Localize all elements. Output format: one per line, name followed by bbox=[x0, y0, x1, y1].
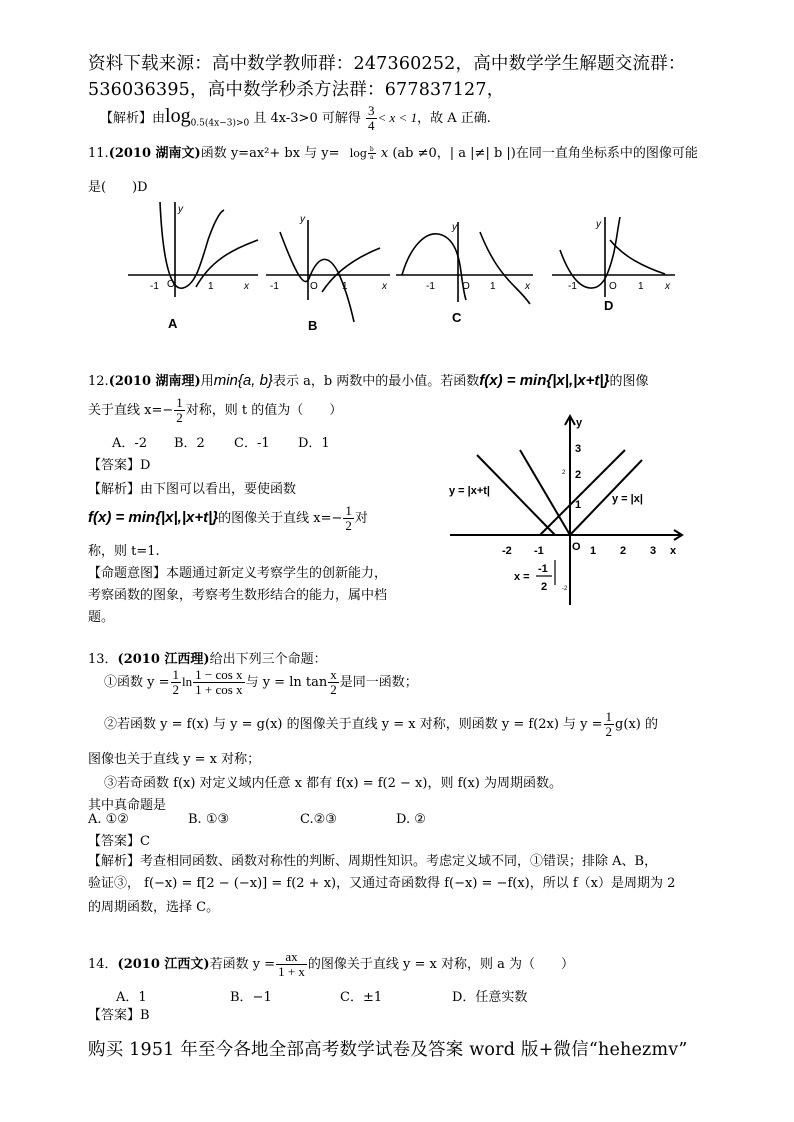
q12-ytick-1: 1 bbox=[575, 499, 582, 511]
footer-ad: 购买 1951 年至今各地全部高考数学试卷及答案 word 版+微信“hehezmv” bbox=[88, 1040, 688, 1060]
q12-line-den: 2 bbox=[541, 581, 548, 593]
q11-answer-line: 是( )D bbox=[88, 180, 148, 195]
q12-small-tick-2: 2 bbox=[562, 470, 566, 476]
graph-a-xlabel: x bbox=[244, 281, 249, 292]
graph-a-tick-o: O bbox=[167, 279, 175, 290]
q12-stem-line1: 12.(2010 湖南理)用min{a, b}表示 a，b 两数中的最小值。若函数f(x) = min{|x|,|x+t|}的图像 bbox=[88, 372, 649, 389]
graph-d-parabola bbox=[560, 217, 620, 288]
q11-graphs bbox=[120, 192, 692, 342]
q14-options bbox=[116, 986, 527, 1005]
q14-option-a: A．1 bbox=[116, 990, 147, 1005]
graph-b-log bbox=[322, 248, 380, 292]
q12-answer: 【答案】D bbox=[88, 458, 151, 473]
q13-analysis-1: 【解析】考查相同函数、函数对称性的判断、周期性知识。考虑定义域不同，①错误；排除 A、B， bbox=[88, 854, 658, 869]
q12-analysis-2: f(x) = min{|x|,|x+t|}的图像关于直线 x=− $\frac{1}{2}$ 对 bbox=[88, 503, 368, 533]
q12-line-num: -1 bbox=[538, 563, 548, 575]
q12-stem-line2: 关于直线 x=− $\frac{1}{2}$ 对称，则 t 的值为（ ） bbox=[88, 395, 343, 425]
q12-intent-1: 【命题意图】本题通过新定义考察学生的创新能力， bbox=[88, 566, 388, 581]
q12-option-c: C．-1 bbox=[234, 436, 270, 451]
q12-xtick-o: O bbox=[572, 541, 581, 553]
graph-d-ylabel: y bbox=[596, 219, 601, 230]
q12-ylabel: y bbox=[576, 417, 583, 429]
graph-c-tick-neg1: -1 bbox=[426, 281, 435, 292]
q12-xtick-2: 2 bbox=[620, 545, 627, 557]
q13-proposition-2-cont: 图像也关于直线 y = x 对称； bbox=[88, 752, 261, 767]
q12-xtick-3: 3 bbox=[650, 545, 657, 557]
graph-b-xlabel: x bbox=[382, 281, 387, 292]
graph-a-tick-neg1: -1 bbox=[150, 281, 159, 292]
graph-a-ylabel: y bbox=[178, 204, 183, 215]
q13-true-props: 其中真命题是 bbox=[88, 798, 167, 813]
graph-b-letter: B bbox=[308, 318, 318, 333]
q12-option-d: D．1 bbox=[298, 436, 330, 451]
graph-a-tick-1: 1 bbox=[208, 281, 214, 292]
graph-d-tick-neg1: -1 bbox=[568, 281, 577, 292]
q12-options bbox=[112, 432, 330, 451]
q13-option-c: C.②③ bbox=[300, 812, 337, 827]
graph-d-xlabel: x bbox=[665, 281, 670, 292]
graph-c-ylabel: y bbox=[452, 222, 457, 233]
q12-option-a: A．-2 bbox=[112, 436, 148, 451]
q12-ytick-2: 2 bbox=[575, 469, 582, 481]
graph-c-log bbox=[480, 232, 530, 304]
q13-proposition-1: ①函数 y = $\frac{1}{2}$ ln $\frac{\text{1 − cos x}}{\text{1 + cos x}}$ 与 y = ln tan $\frac{x}{2}$ 是同一函数； bbox=[104, 667, 418, 697]
graph-d-letter: D bbox=[604, 298, 614, 313]
q12-xtick-neg1: -1 bbox=[534, 545, 544, 557]
graph-d-tick-o: O bbox=[609, 281, 617, 292]
q14-answer: 【答案】B bbox=[88, 1008, 150, 1023]
q12-line-x-left bbox=[520, 450, 570, 535]
graph-b-parabola bbox=[280, 232, 354, 322]
q12-xtick-1: 1 bbox=[590, 545, 597, 557]
header-line-1: 资料下载来源：高中数学教师群：247360252，高中数学学生解题交流群： bbox=[88, 54, 686, 74]
q12-figure bbox=[442, 410, 692, 610]
q14-option-d: D．任意实数 bbox=[452, 990, 528, 1005]
q12-line-label: x = bbox=[514, 571, 530, 583]
q13-analysis-2: 验证③， f(−x) = f[2 − (−x)] = f(2 + x)，又通过奇函数得 f(−x) = −f(x)，所以 f（x）是周期为 2 bbox=[88, 876, 676, 891]
q12-intent-2: 考察函数的图象，考察考生数形结合的能力，属中档 bbox=[88, 588, 388, 603]
q12-ytick-3: 3 bbox=[575, 443, 582, 455]
graph-b-ylabel: y bbox=[300, 214, 305, 225]
graph-d-log bbox=[610, 240, 665, 274]
q12-analysis-3: 称，则 t=1. bbox=[88, 544, 160, 559]
graph-b-tick-neg1: -1 bbox=[270, 281, 279, 292]
q13-option-b: B. ①③ bbox=[188, 812, 230, 827]
graph-c-tick-1: 1 bbox=[490, 281, 496, 292]
q13-stem: 13．(2010 江西理)给出下列三个命题： bbox=[88, 652, 327, 667]
q12-intent-3: 题。 bbox=[88, 610, 115, 625]
graph-b-tick-o: O bbox=[310, 281, 318, 292]
q14-stem: 14．(2010 江西文)若函数 y = $\frac{ax}{1 + x}$ 的图像关于直线 y = x 对称，则 a 为（ ） bbox=[88, 949, 575, 979]
q12-analysis-1: 【解析】由下图可以看出，要使函数 bbox=[88, 482, 297, 497]
graph-a-letter: A bbox=[168, 316, 178, 331]
q13-option-d: D. ② bbox=[396, 812, 426, 827]
q12-label-right: y = |x| bbox=[612, 493, 643, 505]
q12-xtick-neg2: -2 bbox=[502, 545, 512, 557]
graph-b-tick-1: 1 bbox=[342, 281, 348, 292]
q10-analysis: 【解析】由$\log_{0.5(4x-3)>0}$ 且 4x-3>0 可解得 $\frac{3}{4}$ < x < 1，故 A 正确. bbox=[100, 103, 491, 133]
q13-proposition-2: ②若函数 y = f(x) 与 y = g(x) 的图像关于直线 y = x 对称，则函数 y = f(2x) 与 y = $\frac{1}{2}$ g(x) 的 bbox=[104, 709, 658, 739]
graph-c-letter: C bbox=[452, 310, 462, 325]
q12-label-left: y = |x+t| bbox=[449, 485, 491, 497]
q13-options bbox=[88, 812, 426, 827]
q13-option-a: A. ①② bbox=[88, 812, 129, 827]
q12-small-tick-neg2: -2 bbox=[562, 586, 568, 592]
graph-c-tick-o: O bbox=[462, 281, 470, 292]
graph-c-xlabel: x bbox=[525, 281, 530, 292]
q12-xlabel: x bbox=[670, 545, 677, 557]
q14-option-c: C．±1 bbox=[340, 990, 383, 1005]
header-line-2: 536036395，高中数学秒杀方法群：677837127， bbox=[88, 80, 505, 100]
q13-answer: 【答案】C bbox=[88, 834, 150, 849]
q11-stem: 11.(2010 湖南文)函数 y=ax²+ bx 与 y= log $\frac{b}{a}$ x (ab ≠0，| a |≠| b |)在同一直角坐标系中的图像可能 bbox=[88, 146, 698, 161]
q13-analysis-3: 的周期函数，选择 C。 bbox=[88, 900, 220, 915]
q13-proposition-3: ③若奇函数 f(x) 对定义域内任意 x 都有 f(x) = f(2 − x)，则 f(x) 为周期函数。 bbox=[104, 776, 562, 791]
graph-d-tick-1: 1 bbox=[638, 281, 644, 292]
q14-option-b: B．−1 bbox=[230, 990, 272, 1005]
q12-option-b: B．2 bbox=[174, 436, 205, 451]
